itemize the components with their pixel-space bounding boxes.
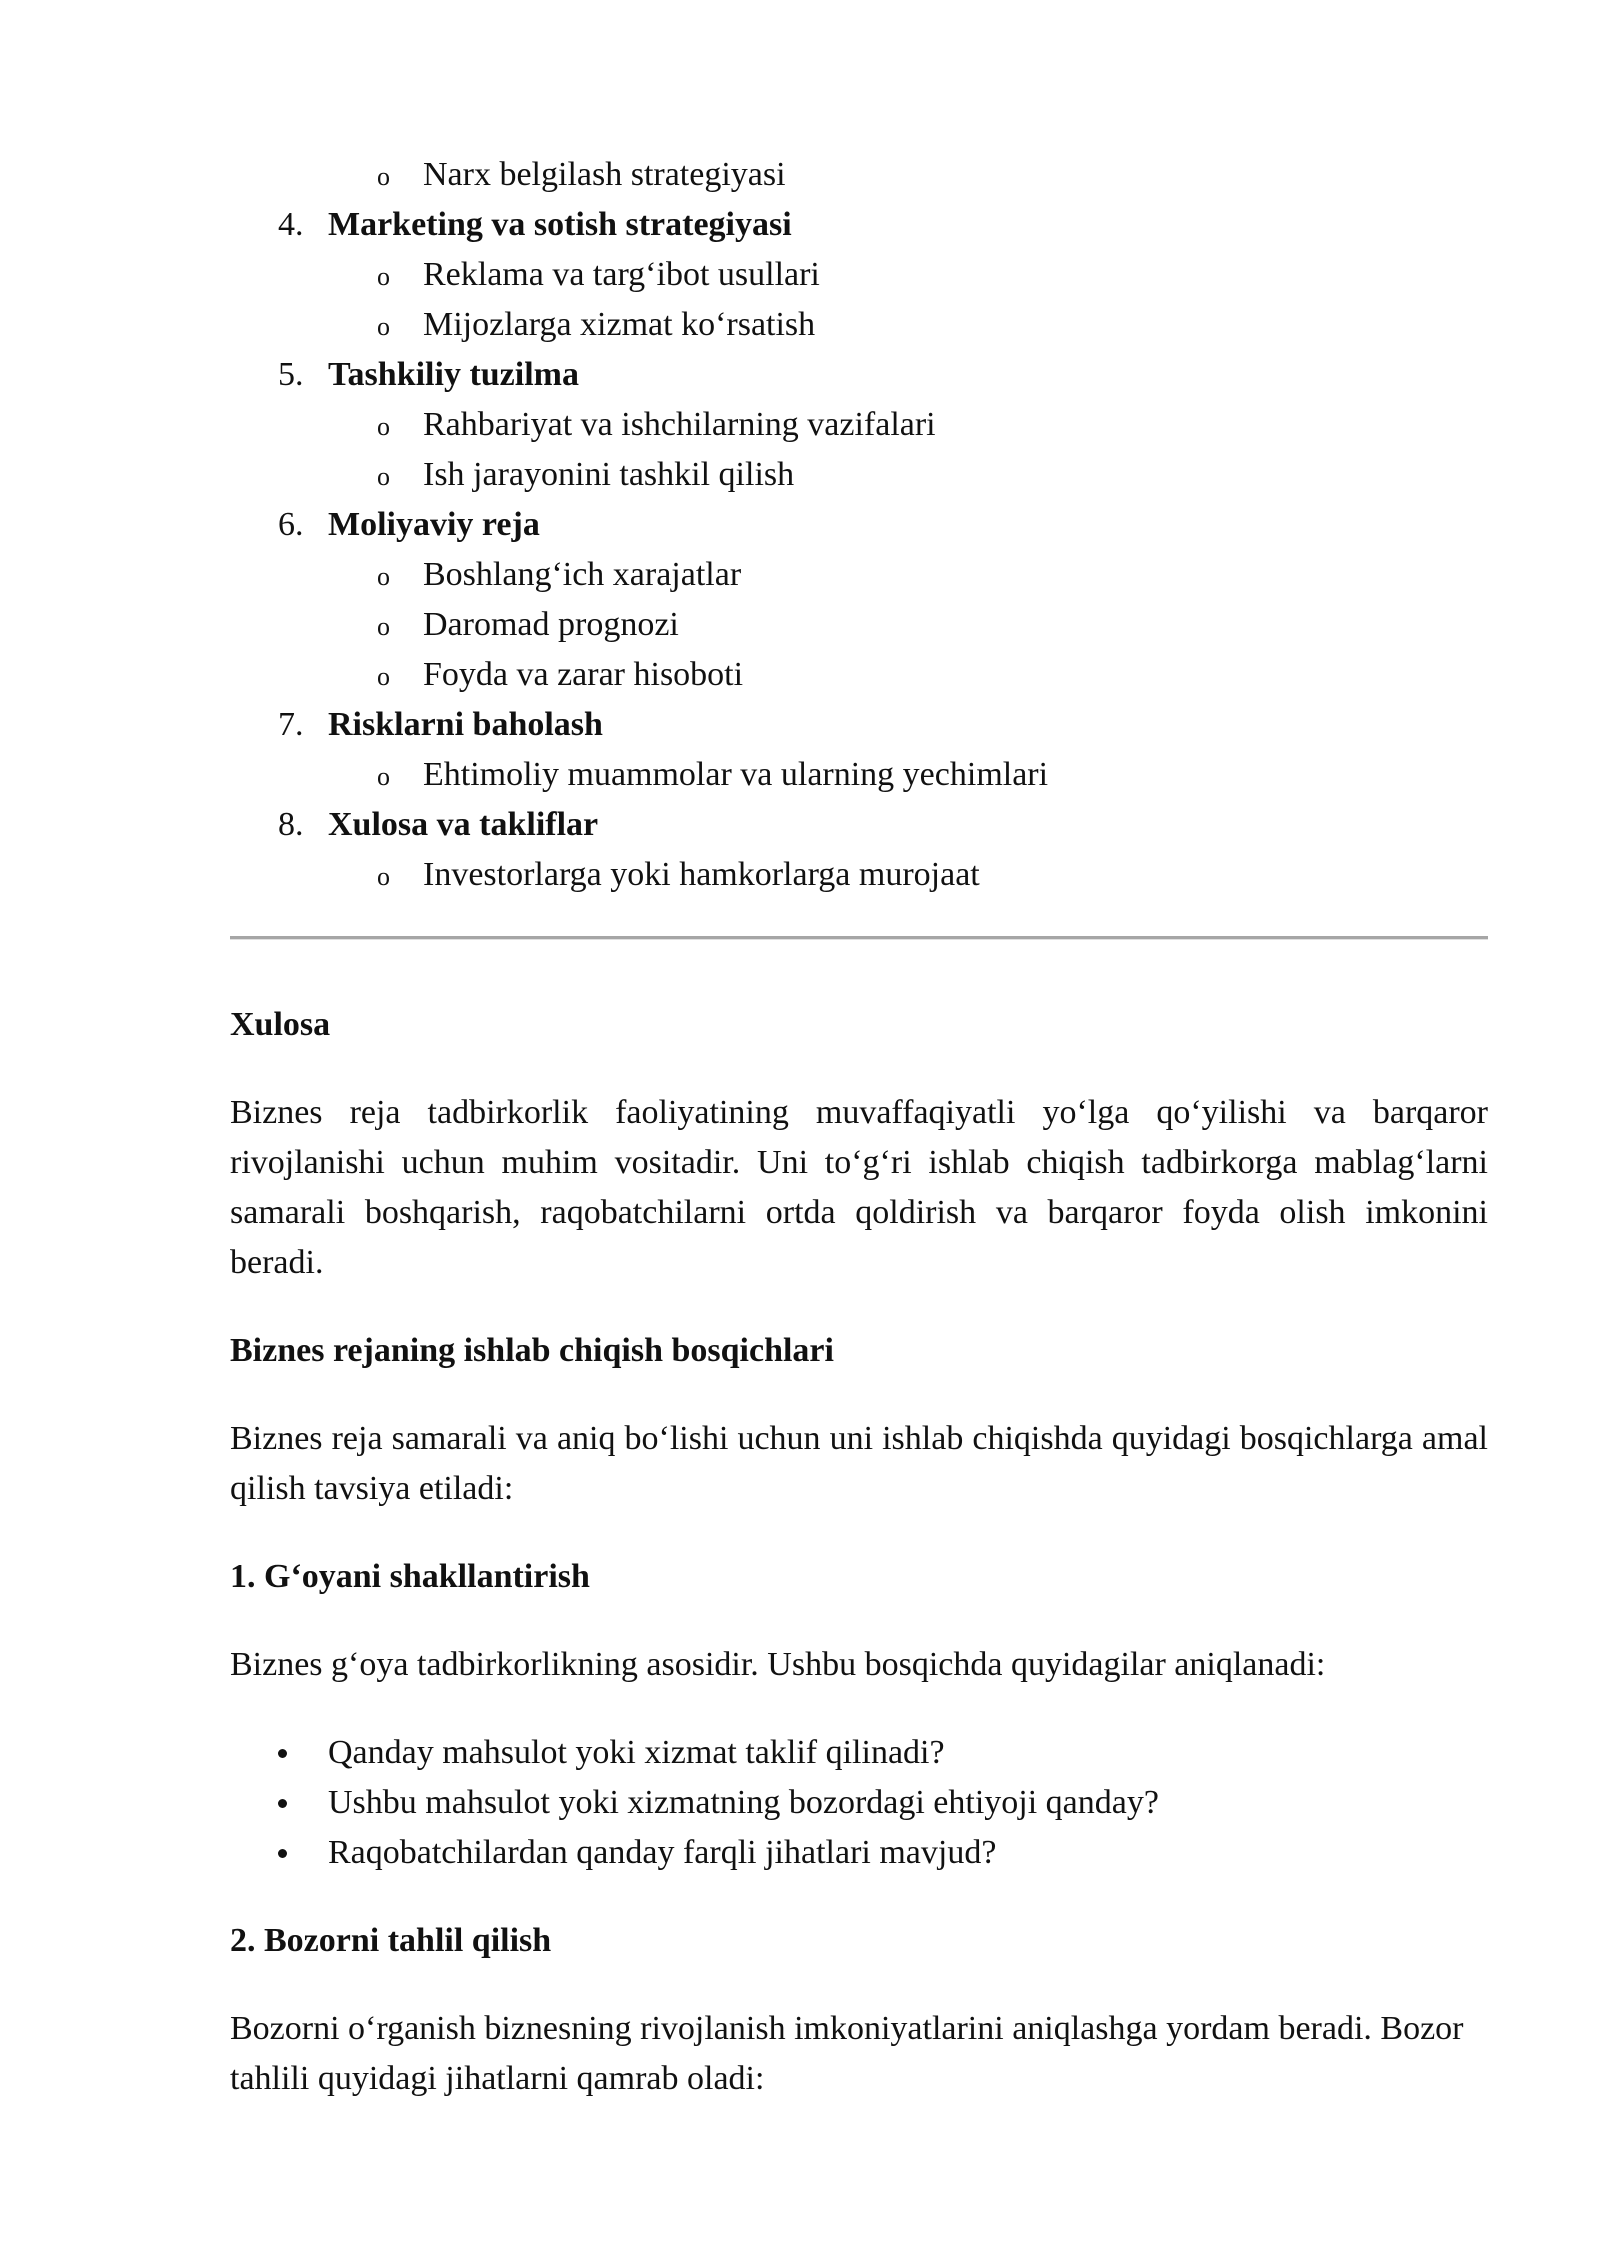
outline-sub-item bbox=[230, 300, 1488, 350]
outline-number: 7. bbox=[278, 706, 304, 743]
outline-item-moliyaviy bbox=[230, 500, 1488, 550]
outline-item-tashkiliy bbox=[230, 350, 1488, 400]
outline-sub-item bbox=[230, 600, 1488, 650]
outline-sub-text: Investorlarga yoki hamkorlarga murojaat bbox=[423, 856, 980, 893]
bullet-dot-icon bbox=[278, 1799, 287, 1808]
outline-sub-text: Narx belgilash strategiyasi bbox=[423, 156, 786, 193]
outline-sub-item bbox=[230, 450, 1488, 500]
outline-sub-text: Boshlang‘ich xarajatlar bbox=[423, 556, 742, 593]
outline-sub-text: Foyda va zarar hisoboti bbox=[423, 656, 744, 693]
list-item-text: Qanday mahsulot yoki xizmat taklif qilinadi? bbox=[328, 1734, 945, 1771]
circle-bullet-icon: o bbox=[377, 412, 390, 441]
outline-sub-text: Daromad prognozi bbox=[423, 606, 679, 643]
outline-number: 4. bbox=[278, 206, 304, 243]
circle-bullet-icon: o bbox=[377, 612, 390, 641]
list-item-text: Raqobatchilardan qanday farqli jihatlari mavjud? bbox=[328, 1834, 997, 1871]
list-item-text: Ushbu mahsulot yoki xizmatning bozordagi ehtiyoji qanday? bbox=[328, 1784, 1159, 1821]
paragraph-xulosa: Biznes reja tadbirkorlik faoliyatining muvaffaqiyatli yo‘lga qo‘yilishi va barqaror rivojlanishi uchun muhim vositadir. Uni to‘g‘ri ishlab chiqish tadbirkorga mablag‘larni samarali boshqarish, raqobatchilarni ortda qoldirish va barqaror foyda olish imkonini beradi. bbox=[230, 1094, 1488, 1281]
circle-bullet-icon: o bbox=[377, 762, 390, 791]
outline-sub-item bbox=[230, 150, 1488, 200]
circle-bullet-icon: o bbox=[377, 662, 390, 691]
outline-number: 6. bbox=[278, 506, 304, 543]
outline-item-risklar bbox=[230, 700, 1488, 750]
outline-sub-text: Mijozlarga xizmat ko‘rsatish bbox=[423, 306, 816, 343]
section-heading-xulosa: Xulosa bbox=[230, 1006, 331, 1043]
circle-bullet-icon: o bbox=[377, 312, 390, 341]
outline-number: 8. bbox=[278, 806, 304, 843]
paragraph-bosqichlar: Biznes reja samarali va aniq bo‘lishi uchun uni ishlab chiqishda quyidagi bosqichlarga amal qilish tavsiya etiladi: bbox=[230, 1420, 1488, 1507]
outline-item-xulosa bbox=[230, 800, 1488, 850]
outline-title: Marketing va sotish strategiyasi bbox=[328, 206, 792, 243]
paragraph-goya: Biznes g‘oya tadbirkorlikning asosidir. Ushbu bosqichda quyidagilar aniqlanadi: bbox=[230, 1646, 1326, 1683]
circle-bullet-icon: o bbox=[377, 562, 390, 591]
bullet-dot-icon bbox=[278, 1749, 287, 1758]
section-heading-goya: 1. G‘oyani shakllantirish bbox=[230, 1558, 590, 1595]
outline-title: Moliyaviy reja bbox=[328, 506, 540, 543]
outline-sub-item bbox=[230, 400, 1488, 450]
outline-title: Risklarni baholash bbox=[328, 706, 603, 743]
circle-bullet-icon: o bbox=[377, 262, 390, 291]
outline-sub-item bbox=[230, 250, 1488, 300]
outline-sub-text: Ish jarayonini tashkil qilish bbox=[423, 456, 795, 493]
outline-sub-item bbox=[230, 550, 1488, 600]
paragraph-bozor: Bozorni o‘rganish biznesning rivojlanish imkoniyatlarini aniqlashga yordam beradi. Bozor tahlili quyidagi jihatlarni qamrab oladi: bbox=[230, 2010, 1464, 2097]
outline-sub-text: Ehtimoliy muammolar va ularning yechimlari bbox=[423, 756, 1049, 793]
outline-sub-item bbox=[230, 750, 1488, 800]
outline-number: 5. bbox=[278, 356, 304, 393]
circle-bullet-icon: o bbox=[377, 162, 390, 191]
outline-sub-item bbox=[230, 650, 1488, 700]
outline-list bbox=[230, 150, 1488, 900]
outline-item-marketing bbox=[230, 200, 1488, 250]
outline-title: Tashkiliy tuzilma bbox=[328, 356, 579, 393]
outline-sub-item bbox=[230, 850, 1488, 900]
outline-title: Xulosa va takliflar bbox=[328, 806, 599, 843]
list-item bbox=[230, 1728, 1488, 1778]
circle-bullet-icon: o bbox=[377, 862, 390, 891]
section-heading-bosqichlar: Biznes rejaning ishlab chiqish bosqichlari bbox=[230, 1332, 834, 1369]
horizontal-divider bbox=[230, 936, 1488, 940]
circle-bullet-icon: o bbox=[377, 462, 390, 491]
section-heading-bozor: 2. Bozorni tahlil qilish bbox=[230, 1922, 552, 1959]
list-item bbox=[230, 1778, 1488, 1828]
list-item bbox=[230, 1828, 1488, 1878]
outline-sub-text: Reklama va targ‘ibot usullari bbox=[423, 256, 820, 293]
outline-sub-text: Rahbariyat va ishchilarning vazifalari bbox=[423, 406, 936, 443]
bullet-dot-icon bbox=[278, 1849, 287, 1858]
goya-bullet-list bbox=[230, 1728, 1488, 1878]
